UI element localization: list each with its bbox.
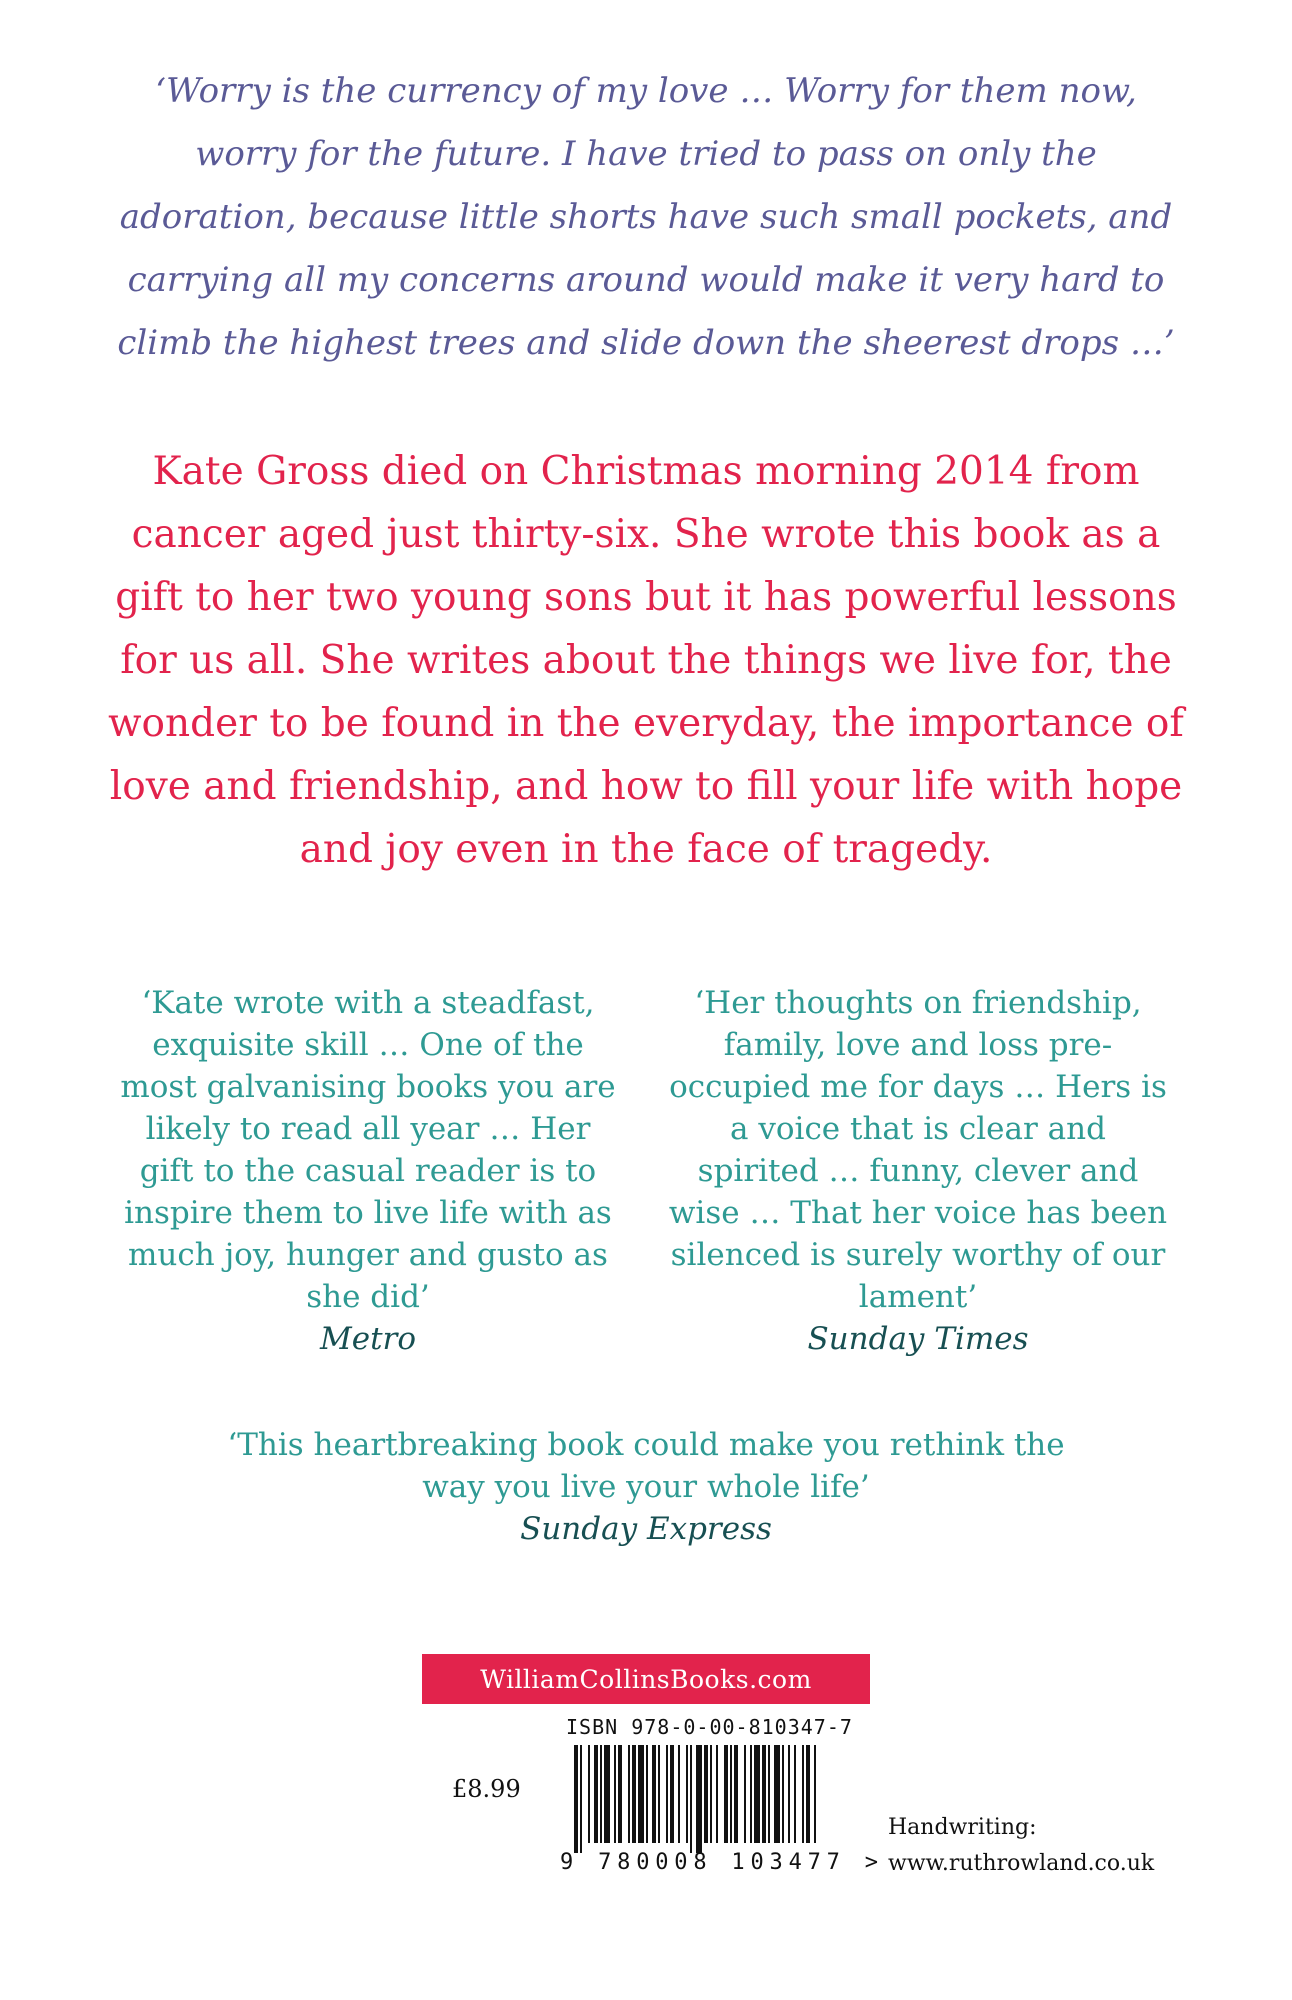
price-label: £8.99 xyxy=(452,1775,521,1803)
barcode-bar xyxy=(658,1745,660,1843)
barcode-bar xyxy=(618,1745,622,1843)
barcode-bars xyxy=(574,1745,816,1853)
review-metro xyxy=(118,982,618,1360)
review-quote: ‘Her thoughts on friendship, family, love and loss pre-occupied me for days … Hers is a voice that is clear and spirited … funny, clever and wise … That her voice has been silenced is surely worthy of our lament’ xyxy=(668,985,1168,1315)
review-quote: ‘Kate wrote with a steadfast, exquisite skill … One of the most galvanising books you are likely to read all year … Her gift to the casual reader is to inspire them to live life with as much joy, hunger and gusto as she did’ xyxy=(120,985,616,1315)
barcode-bar xyxy=(696,1745,702,1853)
intro-quote: ‘Worry is the currency of my love … Worry for them now, worry for the future. I have tried to pass on only the adoration, because little shorts have such small pockets, and carrying all my concerns around would make it very hard to climb the highest trees and slide down the sheerest drops …’ xyxy=(117,71,1175,363)
credit-label: Handwriting: xyxy=(888,1815,1037,1840)
barcode-bar xyxy=(594,1745,598,1843)
barcode-bar xyxy=(716,1745,718,1843)
barcode-bar xyxy=(710,1745,712,1843)
barcode-bar xyxy=(646,1745,648,1843)
barcode-bar xyxy=(704,1745,708,1843)
barcode-bar xyxy=(690,1745,692,1853)
barcode-bar xyxy=(806,1745,810,1843)
barcode-bar xyxy=(782,1745,784,1843)
barcode-bar xyxy=(802,1745,804,1843)
barcode-bar xyxy=(638,1745,644,1843)
publisher-website-banner[interactable]: WilliamCollinsBooks.com xyxy=(422,1654,870,1704)
barcode-bar xyxy=(774,1745,780,1843)
barcode-bar xyxy=(574,1745,578,1853)
barcode-bar xyxy=(750,1745,752,1843)
barcode-bar xyxy=(628,1745,630,1843)
barcode-bar xyxy=(794,1745,796,1843)
review-sunday-express xyxy=(220,1424,1072,1550)
barcode-bar xyxy=(724,1745,728,1843)
isbn-label: ISBN 978-0-00-810347-7 xyxy=(566,1715,853,1739)
barcode-bar xyxy=(604,1745,610,1843)
barcode-bar xyxy=(614,1745,616,1843)
barcode-bar xyxy=(632,1745,636,1843)
barcode-digits: 9 780008 103477 > xyxy=(560,1850,878,1875)
review-source: Metro xyxy=(319,1321,417,1357)
review-source: Sunday Times xyxy=(807,1321,1029,1357)
review-quote: ‘This heartbreaking book could make you rethink the way you live your whole life’ xyxy=(227,1427,1065,1505)
barcode-bar xyxy=(762,1745,766,1843)
barcode-bar xyxy=(730,1745,732,1843)
barcode-bar xyxy=(754,1745,760,1843)
credit-url[interactable]: www.ruthrowland.co.uk xyxy=(888,1851,1155,1876)
barcode-bar xyxy=(744,1745,746,1843)
handwriting-credit xyxy=(888,1810,1154,1882)
barcode-bar xyxy=(788,1745,790,1843)
barcode-bar xyxy=(652,1745,656,1843)
barcode-bar xyxy=(580,1745,582,1853)
barcode-bar xyxy=(588,1745,590,1843)
review-source: Sunday Express xyxy=(520,1511,772,1547)
barcode-bar xyxy=(670,1745,674,1843)
barcode-bar xyxy=(814,1745,816,1843)
barcode-bar xyxy=(686,1745,688,1843)
barcode-bar xyxy=(734,1745,738,1843)
book-blurb: Kate Gross died on Christmas morning 2014 from cancer aged just thirty-six. She wrote this book as a gift to her two young sons but it has powerful lessons for us all. She writes about the things we live for, the wonder to be found in the everyday, the importance of love and friendship, and how to fill your life with hope and joy even in the face of tragedy. xyxy=(108,449,1184,872)
barcode-bar xyxy=(678,1745,680,1843)
barcode-bar xyxy=(666,1745,668,1843)
barcode xyxy=(560,1745,880,1875)
barcode-bar xyxy=(600,1745,602,1843)
review-sunday-times xyxy=(668,982,1168,1360)
barcode-bar xyxy=(768,1745,770,1843)
